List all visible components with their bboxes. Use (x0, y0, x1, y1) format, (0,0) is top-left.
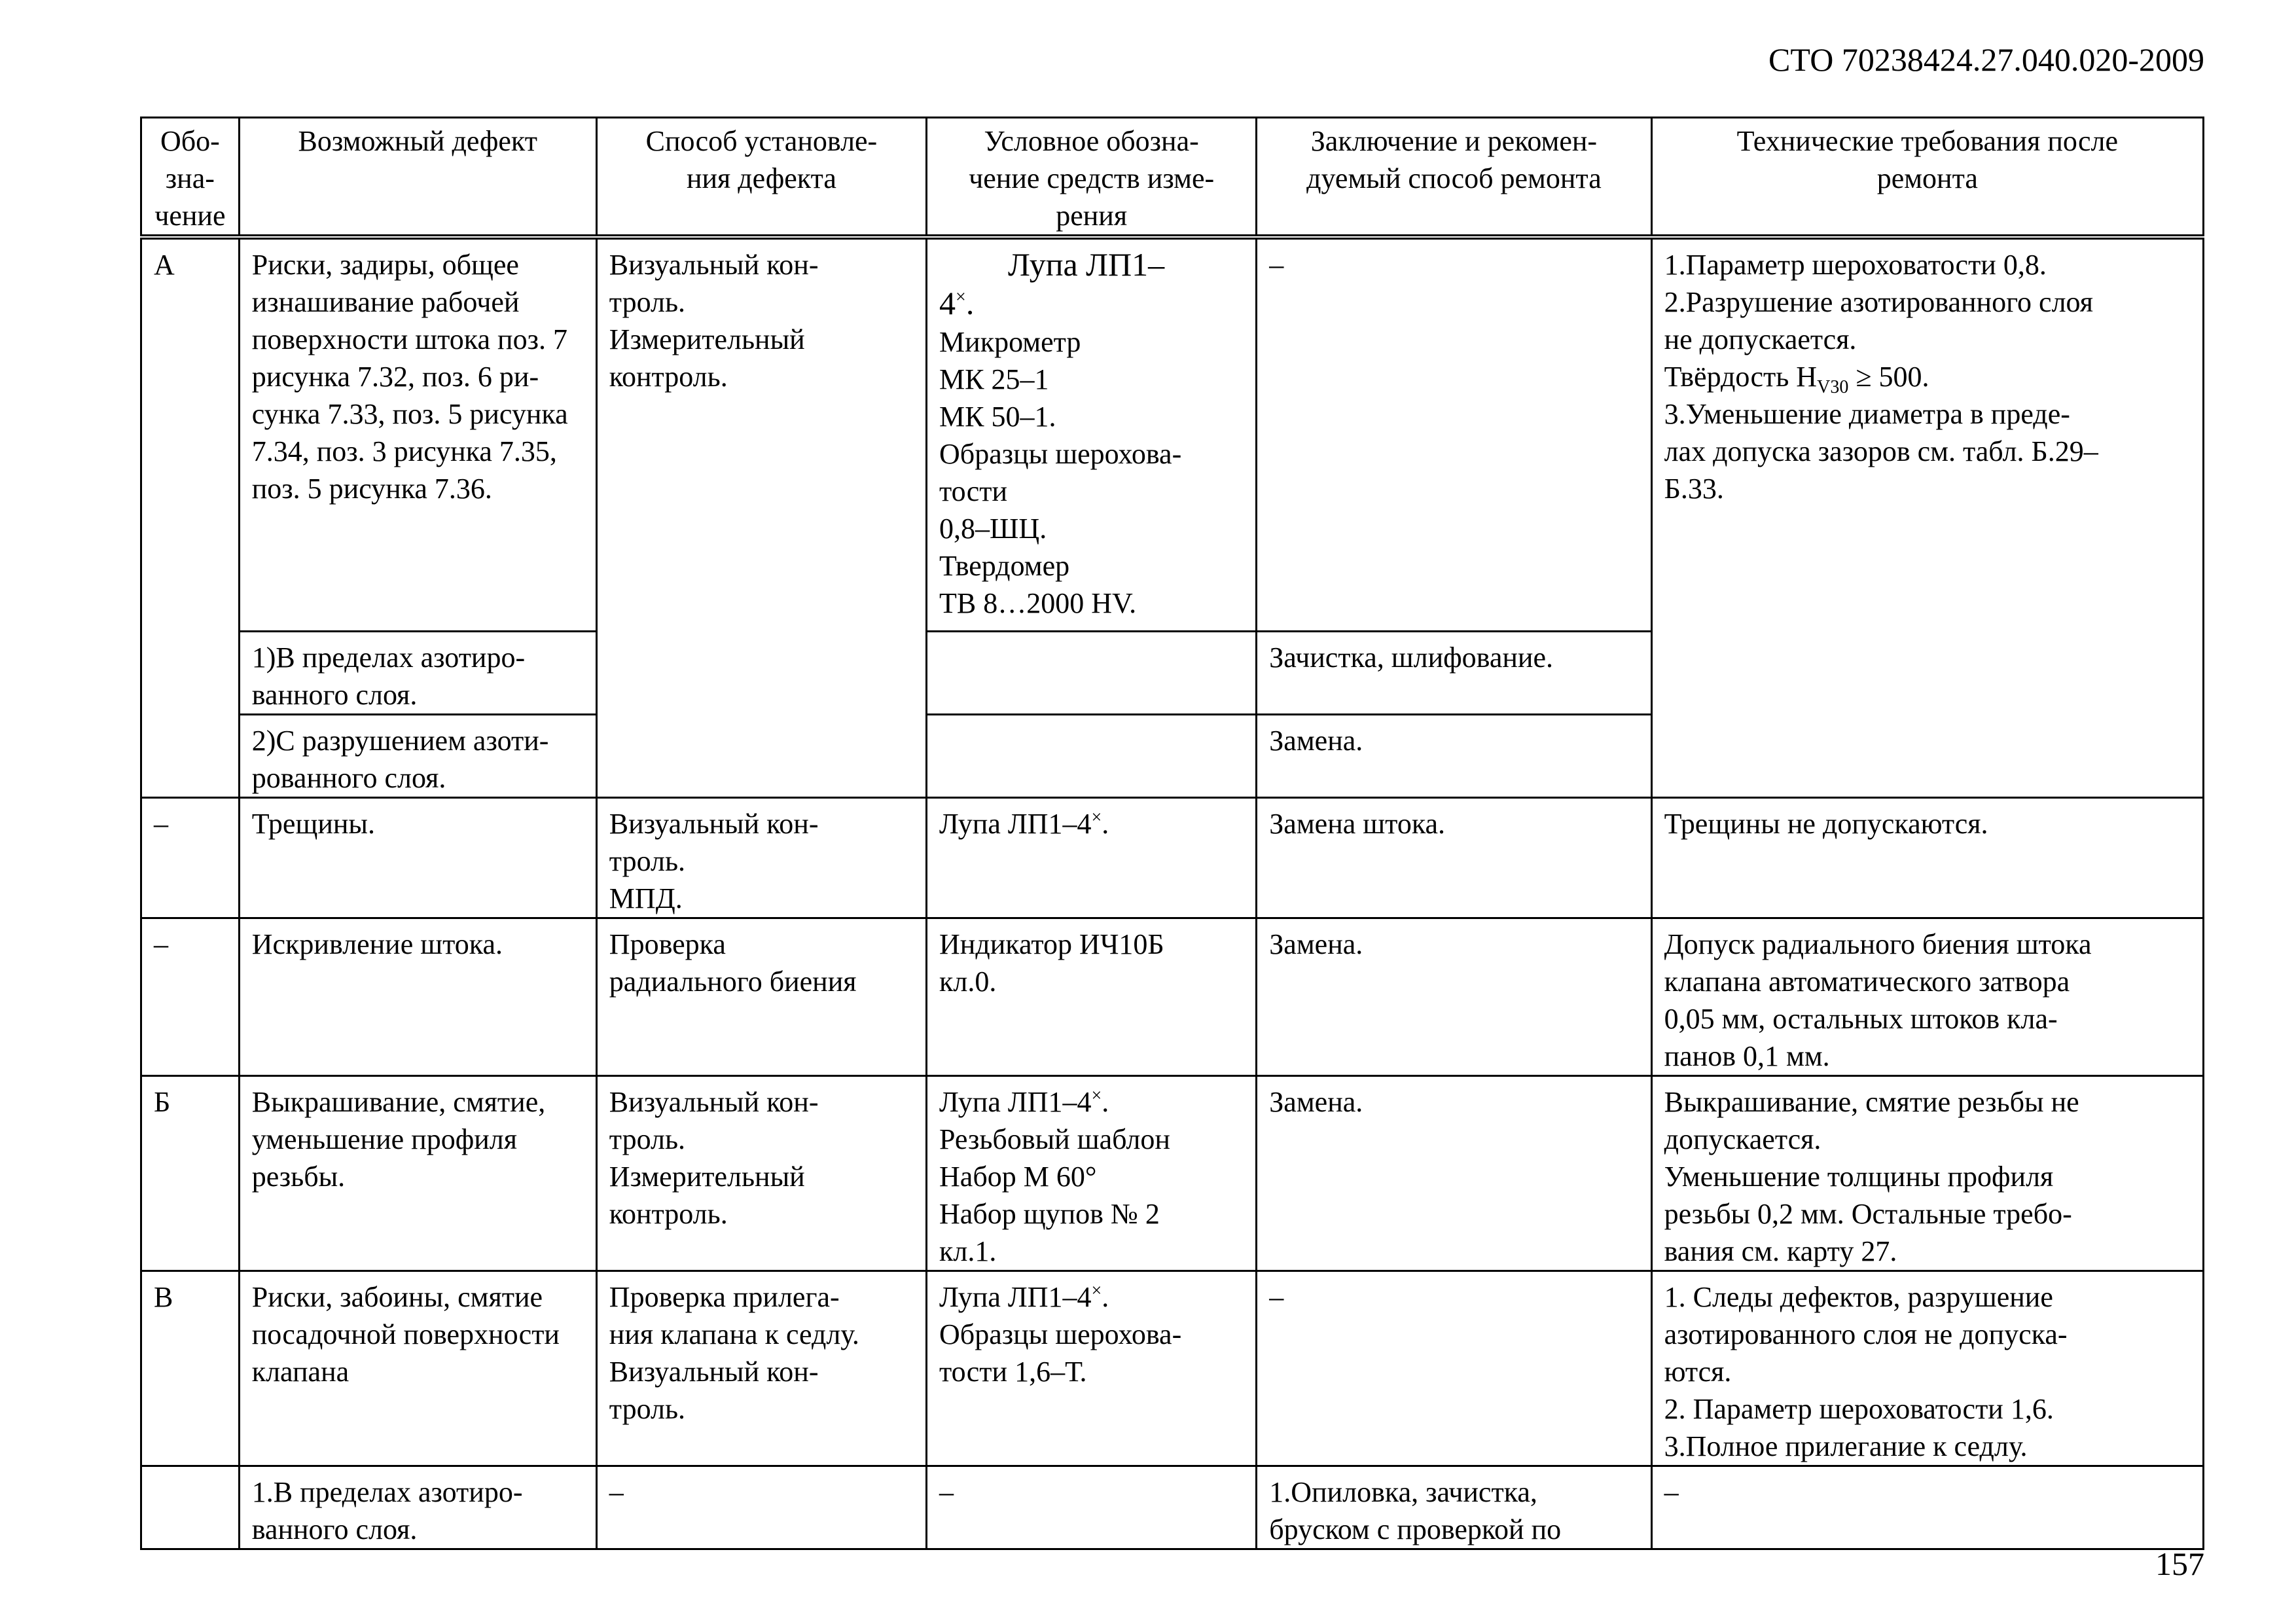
tool-superscript: × (1091, 806, 1102, 827)
cell-mark: – (141, 918, 240, 1075)
cell-method: Проверка прилега- ния клапана к седлу. Визуальный кон- троль. (596, 1271, 926, 1466)
cell-requirements: – (1651, 1466, 2203, 1549)
cell-mark: – (141, 797, 240, 918)
cell-tools (927, 714, 1257, 797)
cell-tools (927, 631, 1257, 714)
tool-line (939, 285, 974, 321)
cell-tools (927, 797, 1257, 918)
cell-requirements: Выкрашивание, смятие резьбы не допускается. Уменьшение толщины профиля резьбы 0,2 мм. Остальные требо- вания см. карту 27. (1651, 1075, 2203, 1271)
cell-conclusion: Замена штока. (1257, 797, 1651, 918)
tool-text: . (1102, 1280, 1109, 1313)
header-tech-requirements: Технические требования после ремонта (1651, 118, 2203, 238)
cell-requirements: Трещины не допускаются. (1651, 797, 2203, 918)
cell-mark (141, 1466, 240, 1549)
tool-text: Лупа ЛП1–4 (939, 1280, 1092, 1313)
tool-text: . (965, 285, 975, 321)
header-conclusion: Заключение и рекомен- дуемый способ ремонта (1257, 118, 1651, 238)
cell-defect: 2)С разрушением азоти- рованного слоя. (239, 714, 596, 797)
header-detection-method: Способ установле- ния дефекта (596, 118, 926, 238)
cell-conclusion: Замена. (1257, 1075, 1651, 1271)
tool-superscript: × (1091, 1085, 1102, 1106)
tool-superscript: × (1091, 1280, 1102, 1301)
cell-requirements (1651, 237, 2203, 797)
header-possible-defect: Возможный дефект (239, 118, 596, 238)
cell-tools (927, 1075, 1257, 1271)
table-header-row (141, 118, 2204, 238)
tool-line: Лупа ЛП1– (1008, 246, 1165, 283)
table-row (141, 1466, 2204, 1549)
cell-mark: А (141, 237, 240, 797)
cell-method: – (596, 1466, 926, 1549)
cell-method: Визуальный кон- троль. Измерительный контроль. (596, 1075, 926, 1271)
requirements-subscript: V30 (1817, 376, 1849, 397)
table-row (141, 797, 2204, 918)
cell-defect: 1.В пределах азотиро- ванного слоя. (239, 1466, 596, 1549)
cell-conclusion: – (1257, 1271, 1651, 1466)
tool-text: Лупа ЛП1–4 (939, 1085, 1092, 1118)
cell-tools (927, 1271, 1257, 1466)
cell-mark: Б (141, 1075, 240, 1271)
page-number: 157 (2155, 1545, 2204, 1582)
tools-list: Микрометр МК 25–1 МК 50–1. Образцы шерохова- тости 0,8–ШЦ. Твердомер ТВ 8…2000 HV. (939, 326, 1182, 619)
cell-requirements: Допуск радиального биения штока клапана автоматического затвора 0,05 мм, остальных штоков кла- панов 0,1 мм. (1651, 918, 2203, 1075)
cell-defect: Трещины. (239, 797, 596, 918)
cell-defect: Искривление штока. (239, 918, 596, 1075)
requirements-text: ≥ 500. 3.Уменьшение диаметра в преде- лах допуска зазоров см. табл. Б.29– Б.33. (1664, 361, 2098, 505)
tools-list: Резьбовый шаблон Набор М 60° Набор щупов № 2 кл.1. (939, 1123, 1170, 1267)
requirements-text: 1.Параметр шероховатости 0,8. 2.Разрушение азотированного слоя не допускается. Твёрдость H (1664, 249, 2093, 393)
table-row (141, 237, 2204, 631)
cell-conclusion: Зачистка, шлифование. (1257, 631, 1651, 714)
cell-conclusion: Замена. (1257, 714, 1651, 797)
cell-requirements: 1. Следы дефектов, разрушение азотированного слоя не допуска- ются. 2. Параметр шероховатости 1,6. 3.Полное прилегание к седлу. (1651, 1271, 2203, 1466)
tool-text: . (1102, 1085, 1109, 1118)
table-row (141, 1075, 2204, 1271)
table-row (141, 918, 2204, 1075)
cell-tools (927, 237, 1257, 631)
cell-defect: Выкрашивание, смятие, уменьшение профиля резьбы. (239, 1075, 596, 1271)
cell-method: Проверка радиального биения (596, 918, 926, 1075)
cell-defect: Риски, задиры, общее изнашивание рабочей поверхности штока поз. 7 рисунка 7.32, поз. 6 ри- сунка 7.33, поз. 5 рисунка 7.34, поз. 3 рисунка 7.35, поз. 5 рисунка 7.36. (239, 237, 596, 631)
tool-text: . (1102, 807, 1109, 840)
document-code: СТО 70238424.27.040.020-2009 (1768, 41, 2204, 78)
header-designation: Обо- зна- чение (141, 118, 240, 238)
cell-method: Визуальный кон- троль. Измерительный контроль. (596, 237, 926, 797)
cell-conclusion: – (1257, 237, 1651, 631)
tool-superscript: × (956, 287, 966, 308)
cell-conclusion: Замена. (1257, 918, 1651, 1075)
cell-defect: 1)В пределах азотиро- ванного слоя. (239, 631, 596, 714)
tool-text: Лупа ЛП1–4 (939, 807, 1092, 840)
header-measuring-tools: Условное обозна- чение средств изме- рения (927, 118, 1257, 238)
cell-conclusion: 1.Опиловка, зачистка, бруском с проверкой по (1257, 1466, 1651, 1549)
cell-tools: Индикатор ИЧ10Б кл.0. (927, 918, 1257, 1075)
cell-mark: В (141, 1271, 240, 1466)
tools-list: Образцы шерохова- тости 1,6–Т. (939, 1318, 1182, 1388)
cell-method: Визуальный кон- троль. МПД. (596, 797, 926, 918)
cell-tools: – (927, 1466, 1257, 1549)
defects-table (140, 117, 2204, 1550)
cell-defect: Риски, забоины, смятие посадочной поверхности клапана (239, 1271, 596, 1466)
tool-text: 4 (939, 285, 956, 321)
table-row (141, 1271, 2204, 1466)
